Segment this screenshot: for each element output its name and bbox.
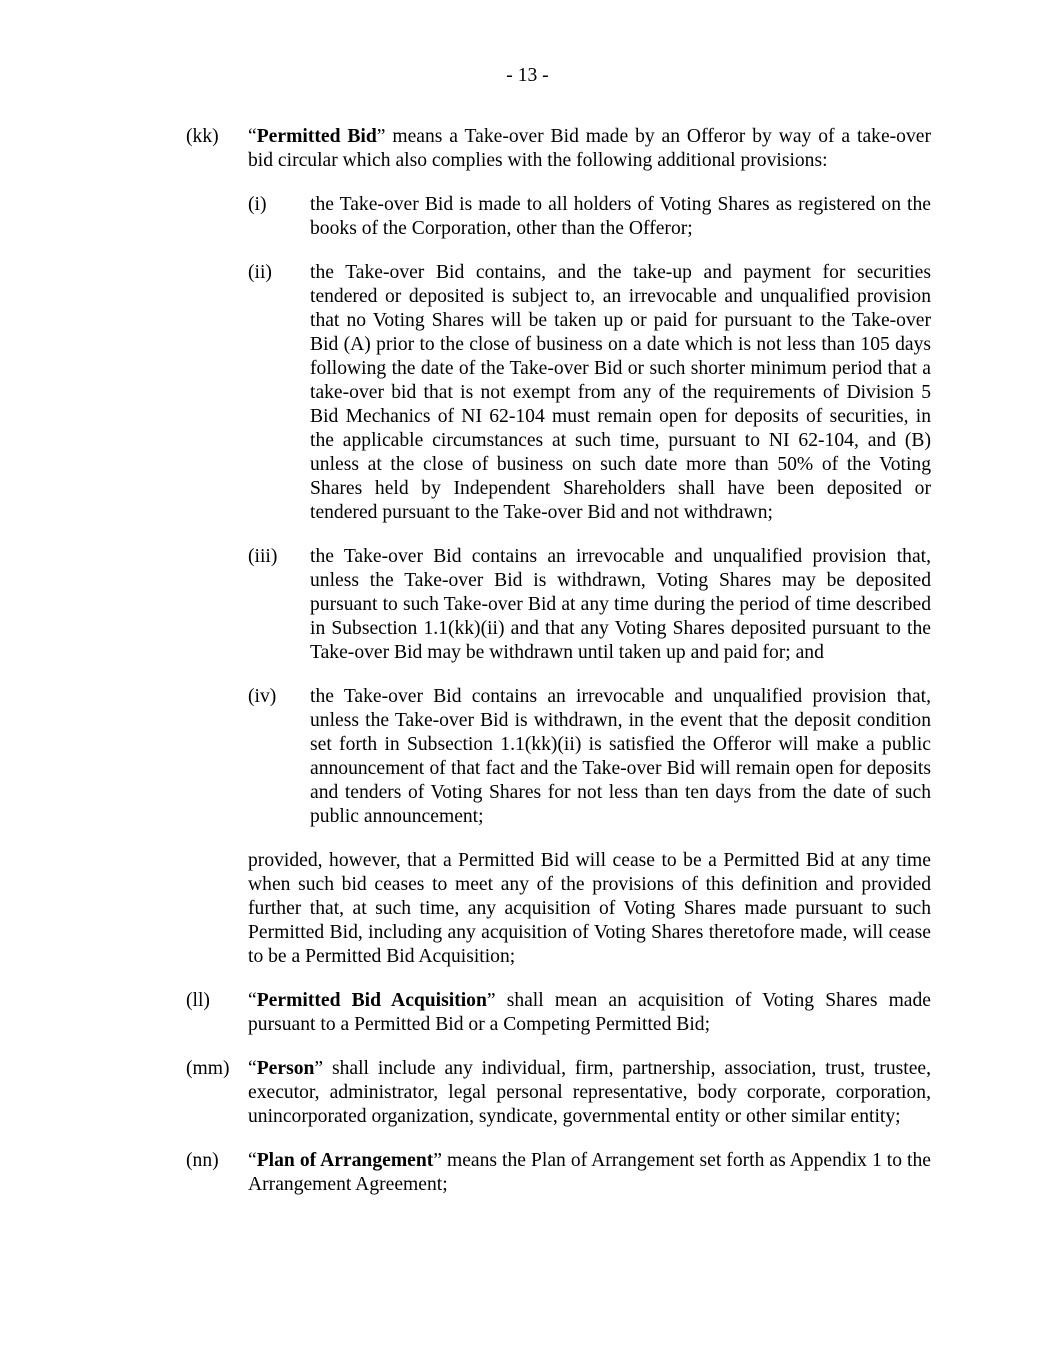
open-quote: “ <box>248 1150 257 1171</box>
definition-text <box>248 989 931 1037</box>
page-number: - 13 - <box>506 65 549 86</box>
sub-item-text: the Take-over Bid contains, and the take-up and payment for securities tendered or deposited is subject to, an irrevocable and unqualified provision that no Voting Shares will be taken up or paid for pursuant to the Take-over Bid (A) prior to the close of business on a date which is not less than 105 days following the date of the Take-over Bid or such shorter minimum period that a take-over bid that is not exempt from any of the requirements of Division 5 Bid Mechanics of NI 62-104 must remain open for deposits of securities, in the applicable circumstances at such time, pursuant to NI 62-104, and (B) unless at the close of business on such date more than 50% of the Voting Shares held by Independent Shareholders shall have been deposited or tendered pursuant to the Take-over Bid and not withdrawn; <box>310 262 931 523</box>
definition-nn <box>186 1149 931 1197</box>
definition-text <box>248 125 931 173</box>
sub-item-iv <box>248 685 931 829</box>
sub-item-i <box>248 193 931 241</box>
definition-label: (kk) <box>186 126 219 147</box>
sub-item-text: the Take-over Bid is made to all holders of Voting Shares as registered on the books of the Corporation, other than the Offeror; <box>310 194 931 239</box>
sub-item-text: the Take-over Bid contains an irrevocable and unqualified provision that, unless the Take-over Bid is withdrawn, Voting Shares may be deposited pursuant to such Take-over Bid at any time during the period of time described in Subsection 1.1(kk)(ii) and that any Voting Shares deposited pursuant to the Take-over Bid may be withdrawn until taken up and paid for; and <box>310 546 931 663</box>
sub-item-label: (iii) <box>248 546 278 567</box>
sub-items <box>248 193 931 829</box>
sub-item-ii <box>248 261 931 525</box>
sub-item-label: (ii) <box>248 262 272 283</box>
defined-term: Permitted Bid <box>256 126 377 147</box>
open-quote: “ <box>248 126 257 147</box>
definition-body: ” shall include any individual, firm, partnership, association, trust, trustee, executor, administrator, legal personal representative, body corporate, corporation, unincorporated organization, syndicate, governmental entity or other similar entity; <box>248 1058 931 1127</box>
definition-body: ” means a Take-over Bid made by an Offeror by way of a take-over bid circular which also complies with the following additional provisions: <box>248 126 931 171</box>
definition-text <box>248 1057 931 1129</box>
definition-text <box>248 1149 931 1197</box>
defined-term: Permitted Bid Acquisition <box>256 990 487 1011</box>
definition-label: (nn) <box>186 1150 219 1171</box>
definition-kk <box>186 125 931 969</box>
sub-item-iii <box>248 545 931 665</box>
defined-term: Plan of Arrangement <box>256 1150 434 1171</box>
sub-item-label: (i) <box>248 194 267 215</box>
definition-mm <box>186 1057 931 1129</box>
definition-body: ” means the Plan of Arrangement set forth as Appendix 1 to the Arrangement Agreement; <box>248 1150 931 1195</box>
definition-body: ” shall mean an acquisition of Voting Shares made pursuant to a Permitted Bid or a Competing Permitted Bid; <box>248 990 931 1035</box>
sub-item-label: (iv) <box>248 686 277 707</box>
definition-label: (mm) <box>186 1058 230 1079</box>
open-quote: “ <box>248 990 257 1011</box>
sub-item-text: the Take-over Bid contains an irrevocable and unqualified provision that, unless the Take-over Bid is withdrawn, in the event that the deposit condition set forth in Subsection 1.1(kk)(ii) is satisfied the Offeror will make a public announcement of that fact and the Take-over Bid will remain open for deposits and tenders of Voting Shares for not less than ten days from the date of such public announcement; <box>310 686 931 827</box>
proviso-paragraph: provided, however, that a Permitted Bid will cease to be a Permitted Bid at any time when such bid ceases to meet any of the provisions of this definition and provided further that, at such time, any acquisition of Voting Shares made pursuant to such Permitted Bid, including any acquisition of Voting Shares theretofore made, will cease to be a Permitted Bid Acquisition; <box>248 850 931 967</box>
document-body <box>186 125 931 1217</box>
definition-ll <box>186 989 931 1037</box>
defined-term: Person <box>256 1058 315 1079</box>
open-quote: “ <box>248 1058 257 1079</box>
definition-label: (ll) <box>186 990 210 1011</box>
